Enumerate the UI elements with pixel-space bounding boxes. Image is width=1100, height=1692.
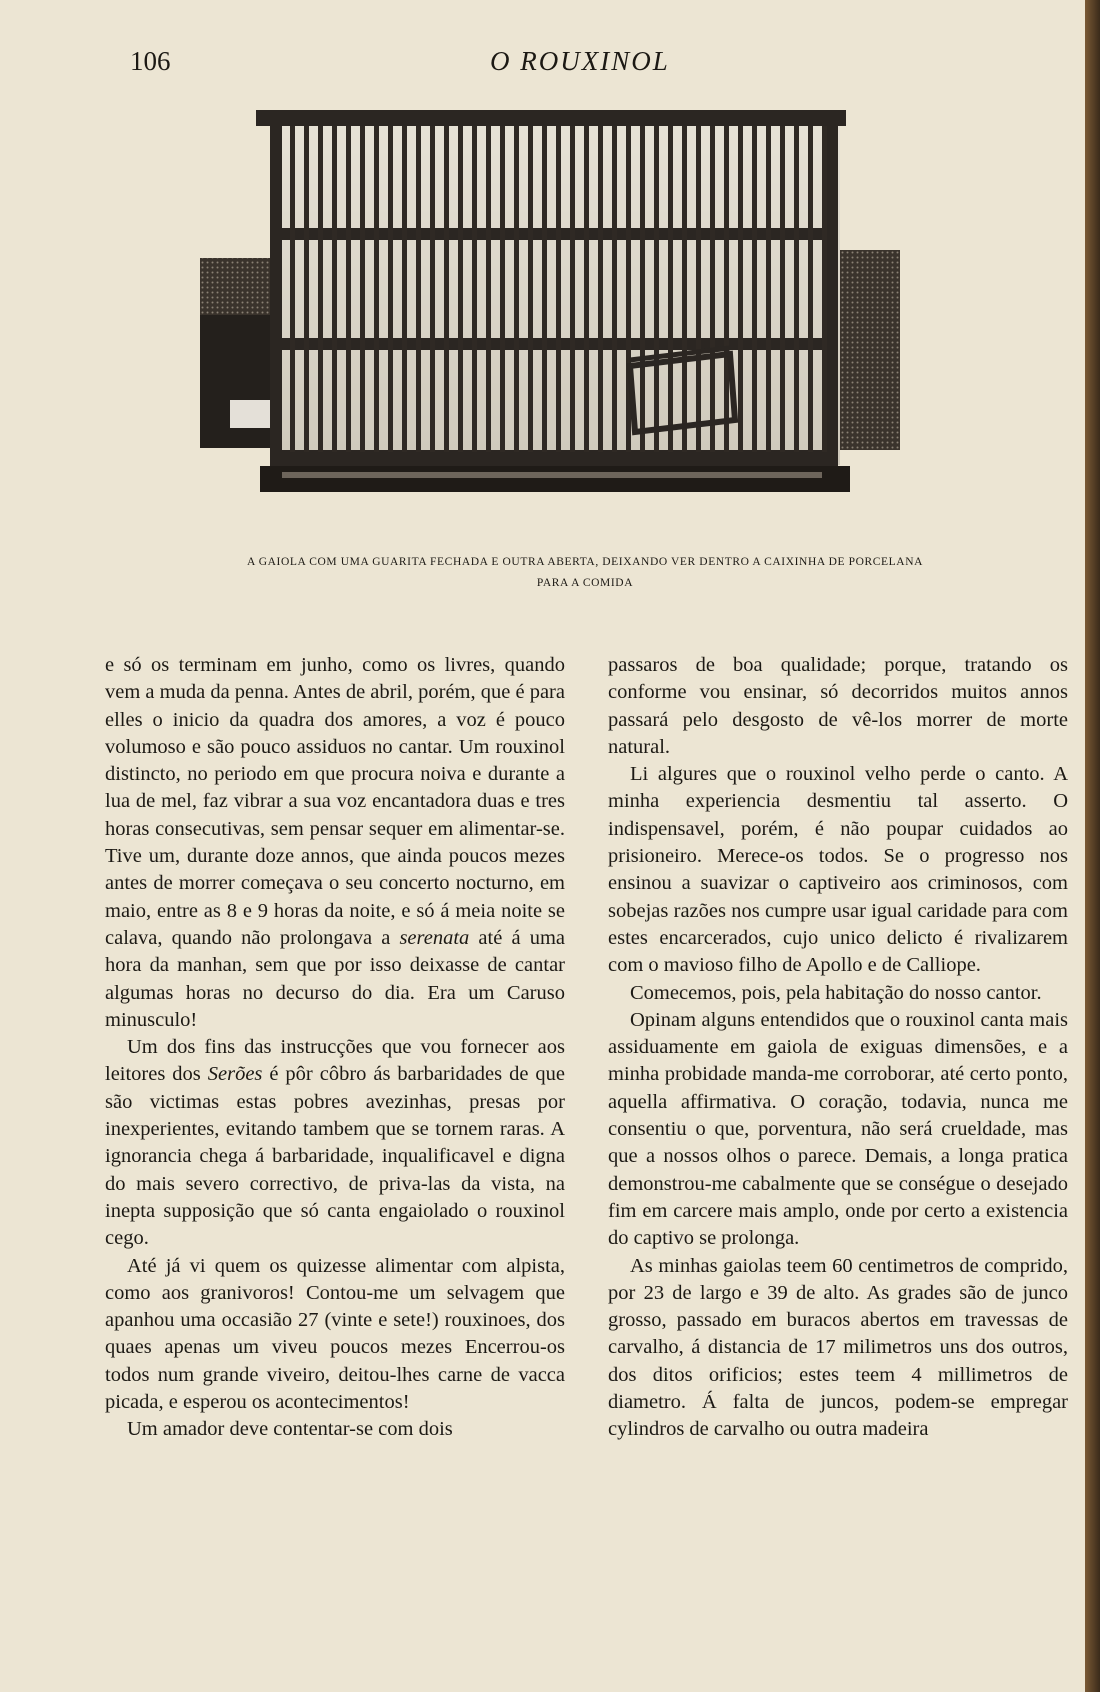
paragraph: Um dos fins das instrucções que vou fornecer aos leitores dos Serões é pôr côbro ás barbaridades de que são victimas estas pobres avezinhas, presas por inexperientes, evitando tambem que se tornem raras. A ignorancia chega á barbaridade, inqualificavel e digna do mais severo correctivo, de priva-las da vista, na inepta supposição que só canta engaiolado o rouxinol cego. [105, 1036, 565, 1250]
running-title: O ROUXINOL [490, 46, 670, 76]
birdcage-illustration [190, 110, 980, 530]
cage-bar [682, 126, 687, 452]
birdcage-photograph [190, 110, 980, 530]
cage-bar [724, 126, 729, 452]
cage-bar [402, 126, 407, 452]
cage-bar [500, 126, 505, 452]
cage-bar [374, 126, 379, 452]
cage-bar [542, 126, 547, 452]
paragraph: Li algures que o rouxinol velho perde o canto. A minha experiencia desmentiu tal asserto. O indispensavel, porém, é não poupar cuidados ao prisioneiro. Merece-os todos. Se o progresso nos ensinou a suavizar o captiveiro aos criminosos, com sobejas razões nos cumpre usar igual caridade para com estes encarcerados, cujo unico delicto é rivalizarem com o mavioso filho de Apollo e de Calliope. [608, 763, 1068, 977]
cage-bar [290, 126, 295, 452]
cage-bar [696, 126, 701, 452]
cage-bar [612, 126, 617, 452]
cage-bar [304, 126, 309, 452]
cage-bar [360, 126, 365, 452]
paragraph: e só os terminam em junho, como os livres, quando vem a muda da penna. Antes de abril, porém, que é para elles o inicio da quadra dos amores, a voz é pouco volumoso e são pouco assiduos no cantar. Um rouxinol distincto, no periodo em que procura noiva e durante a lua de mel, faz vibrar a sua voz encantadora duas e tres horas consecutivas, sem pensar sequer em alimentar-se. Tive um, durante doze annos, que ainda poucos mezes antes de morrer começava o seu concerto nocturno, em maio, entre as 8 e 9 horas da noite, e só á meia noite se calava, quando não prolongava a serenata até á uma hora da manhan, sem que por isso deixasse de cantar algumas horas no decurso do dia. Era um Caruso minusculo! [105, 654, 565, 1031]
cage-bar [668, 126, 673, 452]
cage-bar [388, 126, 393, 452]
page-number: 106 [130, 46, 171, 76]
cage-bar [332, 126, 337, 452]
italic-term: serenata [399, 926, 470, 949]
cage-bar [710, 126, 715, 452]
paragraph: As minhas gaiolas teem 60 centimetros de comprido, por 23 de largo e 39 de alto. As grades são de junco grosso, passado em buracos abertos em travessas de carvalho, á distancia de 17 milimetros uns dos outros, dos ditos orificios; estes teem 4 millimetros de diametro. Á falta de juncos, podem-se empregar cylindros de carvalho ou outra madeira [608, 1254, 1068, 1441]
cage-bar [444, 126, 449, 452]
cage-bar [556, 126, 561, 452]
cage-bar [472, 126, 477, 452]
cage-bar [752, 126, 757, 452]
figure-caption [180, 552, 990, 594]
cage-bar [458, 126, 463, 452]
cage-bar [640, 126, 645, 452]
page-edge [1085, 0, 1100, 1692]
cage-bar [654, 126, 659, 452]
left-column [105, 652, 565, 1444]
cage-bar [346, 126, 351, 452]
paragraph: passaros de boa qualidade; porque, tratando os conforme vou ensinar, só decorridos muitos annos passará pelo desgosto de vê-los morrer de morte natural. [608, 654, 1068, 758]
right-column [608, 652, 1068, 1444]
page-header [130, 46, 1030, 82]
cage-bar [486, 126, 491, 452]
caption-line-1: A GAIOLA COM UMA GUARITA FECHADA E OUTRA ABERTA, DEIXANDO VER DENTRO A CAIXINHA DE PORCELANA [246, 556, 924, 568]
cage-bar [570, 126, 575, 452]
cage-bar [514, 126, 519, 452]
cage-bar [528, 126, 533, 452]
caption-line-2: PARA A COMIDA [536, 577, 634, 589]
right-guarita [830, 250, 900, 450]
paragraph: Um amador deve contentar-se com dois [127, 1418, 453, 1441]
cage-bar [794, 126, 799, 452]
italic-term: Serões [207, 1063, 263, 1086]
porcelain-food-box [230, 400, 272, 428]
cage-bar [808, 126, 813, 452]
paragraph: Até já vi quem os quizesse alimentar com alpista, como aos granivoros! Contou-me um selvagem que apanhou uma occasião 27 (vinte e sete!) rouxinoes, dos quaes apenas um viveu poucos mezes Encerrou-os todos num grande viveiro, deitou-lhes carne de vacca picada, e esperou os acontecimentos! [105, 1254, 565, 1414]
cage-bar [430, 126, 435, 452]
cage-bar [598, 126, 603, 452]
cage-bar [766, 126, 771, 452]
cage-bar [738, 126, 743, 452]
cage-bar [780, 126, 785, 452]
paragraph: Comecemos, pois, pela habitação do nosso cantor. [630, 981, 1042, 1004]
cage-bar [318, 126, 323, 452]
cage-bar [416, 126, 421, 452]
cage-bar [822, 126, 827, 452]
paragraph: Opinam alguns entendidos que o rouxinol canta mais assiduamente em gaiola de exiguas dimensões, e a minha probidade manda-me corroborar, até certo ponto, aquella affirmativa. O coração, todavia, nunca me consentiu o que, porventura, não será crueldade, mas que a nossos olhos o parece. Demais, a longa pratica demonstrou-me cabalmente que se conségue o desejado fim em carcere mais amplo, onde por certo a existencia do captivo se prolonga. [608, 1008, 1068, 1250]
cage-bar [584, 126, 589, 452]
